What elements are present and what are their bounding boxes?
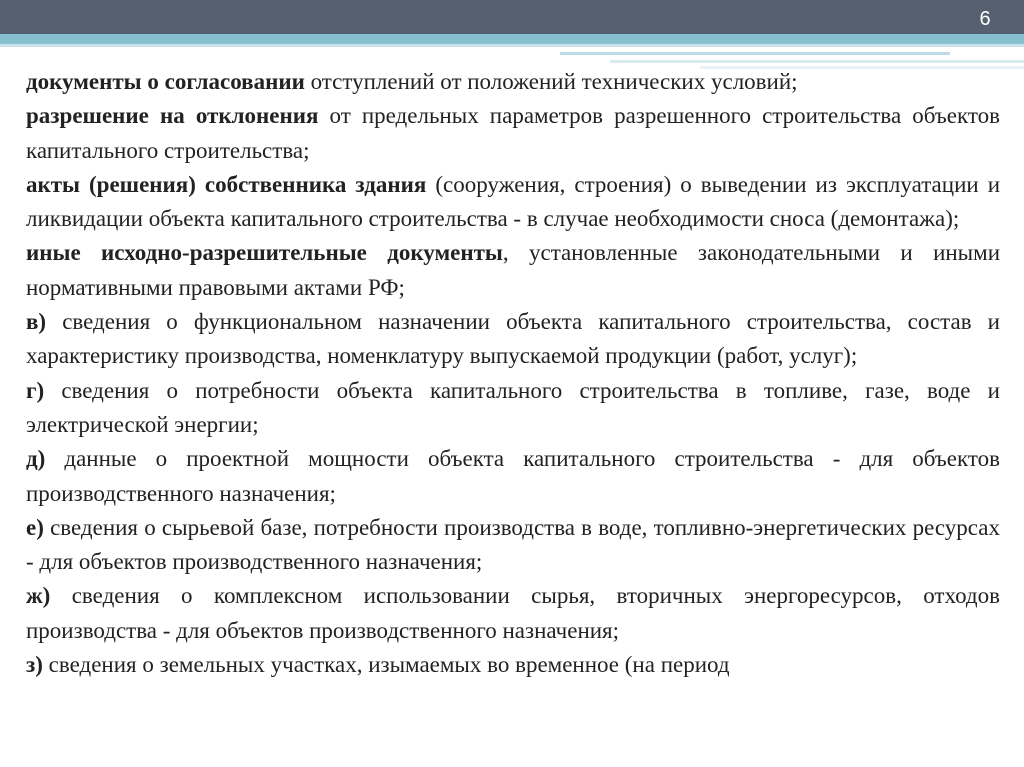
- paragraph-text: сведения о земельных участках, изымаемых во временное (на период: [42, 652, 730, 678]
- paragraph-item: [26, 236, 1000, 305]
- slide-content: [26, 65, 1000, 682]
- paragraph-bold: в): [26, 309, 47, 335]
- paragraph-item: [26, 305, 1000, 374]
- decorative-stripe: [610, 60, 1024, 63]
- paragraph-bold: д): [26, 446, 46, 472]
- header-accent-band: [0, 34, 1024, 44]
- paragraph-text: сведения о потребности объекта капитального строительства в топливе, газе, воде и электрической энергии;: [26, 377, 1000, 437]
- paragraph-bold: г): [26, 377, 45, 403]
- paragraph-bold: ж): [26, 583, 51, 609]
- paragraph-item: [26, 579, 1000, 648]
- paragraph-item: [26, 511, 1000, 580]
- paragraph-text: (сооружения, строения) о выведении из эксплуатации и ликвидации объекта капитального строительства - в случае необходимости сноса (демонтажа);: [26, 171, 1001, 232]
- paragraph-bold: е): [26, 514, 44, 540]
- paragraph-item: [26, 648, 1000, 682]
- paragraph-bold: иные исходно-разрешительные документы: [26, 240, 503, 266]
- paragraph-text: отступлений от положений технических условий;: [304, 69, 798, 94]
- paragraph-bold: разрешение на отклонения: [26, 103, 319, 129]
- paragraph-bold: акты (решения) собственника здания: [26, 171, 427, 197]
- paragraph-item: [26, 374, 1000, 443]
- header-accent-band-light: [0, 44, 1024, 47]
- paragraph-item: [26, 442, 1000, 511]
- paragraph-bold: з): [26, 652, 43, 678]
- paragraph-text: , установленные законодательными и иными нормативными правовыми актами РФ;: [26, 240, 1001, 300]
- header-bar: [0, 0, 1024, 34]
- paragraph-text: данные о проектной мощности объекта капитального строительства - для объектов производственного назначения;: [26, 446, 1000, 506]
- decorative-stripe: [560, 52, 950, 55]
- paragraph-bold: документы о согласовании: [26, 69, 305, 94]
- slide-number: 6: [979, 8, 991, 30]
- paragraph-text: сведения о функциональном назначении объекта капитального строительства, состав и характеристику производства, номенклатуру выпускаемой продукции (работ, услуг);: [26, 309, 1000, 369]
- paragraph-text: сведения о сырьевой базе, потребности производства в воде, топливно-энергетических ресурсах - для объектов производственного назначения;: [26, 514, 1000, 575]
- paragraph-text: сведения о комплексном использовании сырья, вторичных энергоресурсов, отходов производства - для объектов производственного назначения;: [26, 583, 1000, 643]
- paragraph-item: [26, 99, 1000, 168]
- paragraph-text: от предельных параметров разрешенного строительства объектов капитального строительства;: [26, 103, 1000, 163]
- paragraph-item: [26, 65, 1000, 99]
- paragraph-item: [26, 168, 1000, 237]
